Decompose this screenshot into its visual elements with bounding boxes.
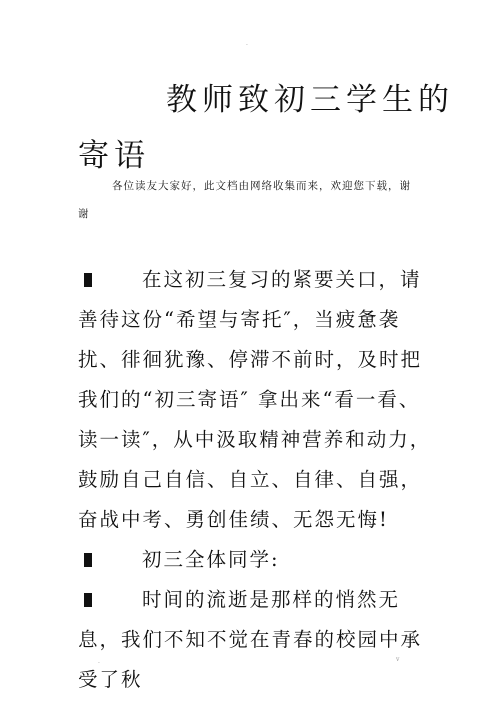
- download-note: [78, 172, 413, 228]
- square-bullet-icon: [84, 273, 92, 287]
- bottom-left-dot-mark: .: [98, 658, 100, 665]
- paragraph-1: [78, 260, 434, 540]
- title-line-2: 寄语: [78, 138, 150, 174]
- top-dot-mark: .: [246, 40, 248, 47]
- paragraph-2: [78, 540, 434, 580]
- document-title: [78, 72, 478, 184]
- square-bullet-icon: [84, 593, 92, 607]
- download-note-line-1: 各位读友大家好，此文档由网络收集而来，欢迎您下载，谢: [112, 180, 411, 192]
- download-note-line-2: 谢: [78, 208, 90, 220]
- paragraph-1-text: 在这初三复习的紧要关口，请善待这份“希望与寄托″，当疲惫袭扰、徘徊犹豫、停滞不前时，及时把我们的“初三寄语″ 拿出来“看一看、读一读″，从中汲取精神营养和动力，鼓励自己自信、自立、自律、自强，奋战中考、勇创佳绩、无怨无悔!: [78, 268, 432, 531]
- paragraph-3: [78, 580, 434, 700]
- paragraph-3-text: 时间的流逝是那样的悄然无息，我们不知不觉在青春的校园中承受了秋: [78, 588, 423, 691]
- paragraph-2-text: 初三全体同学:: [142, 548, 280, 571]
- letter-body: [78, 260, 434, 700]
- bottom-right-mark: v: [396, 656, 400, 663]
- square-bullet-icon: [84, 553, 92, 567]
- title-line-1: 教师致初三学生的: [166, 82, 454, 118]
